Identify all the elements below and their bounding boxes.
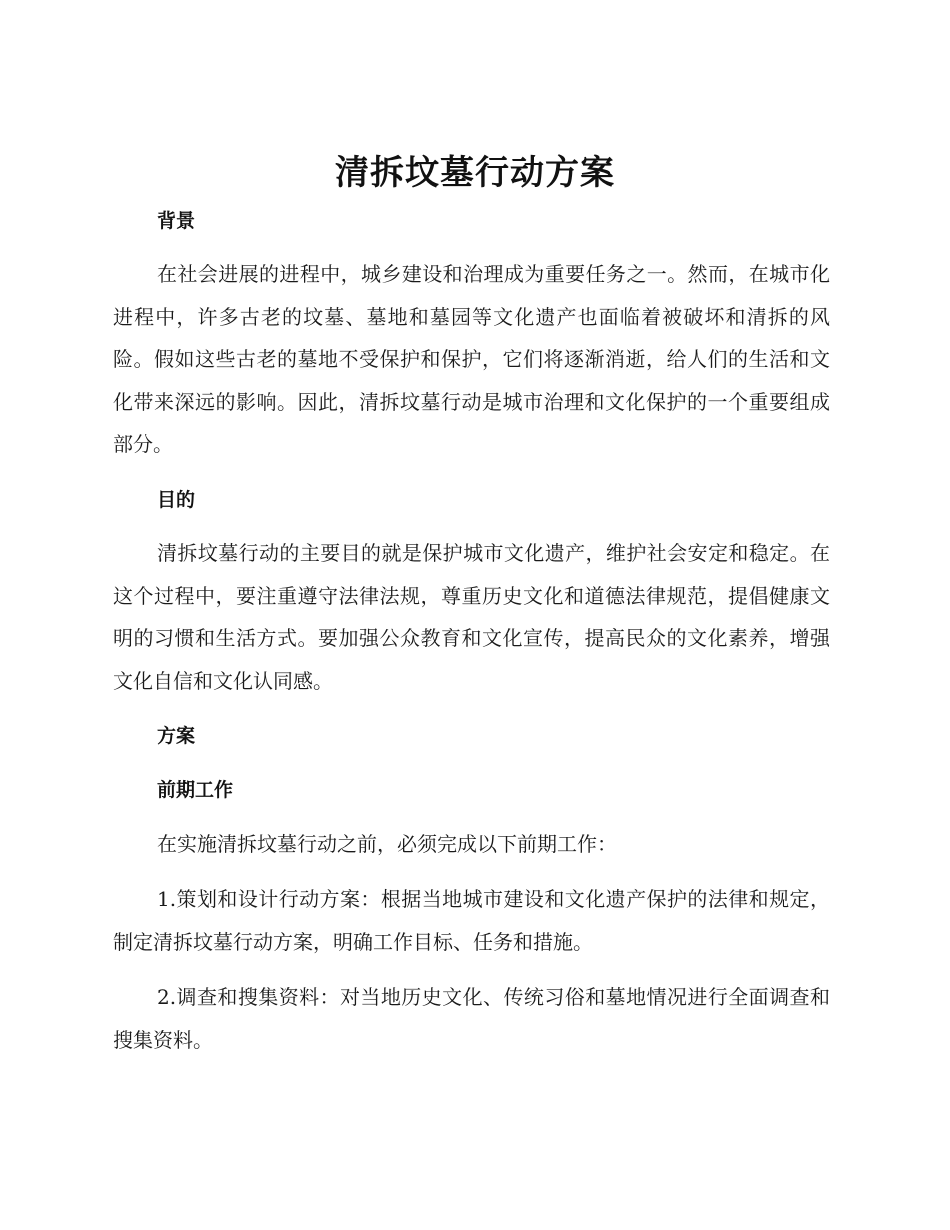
paragraph-preliminary-intro: 在实施清拆坟墓行动之前，必须完成以下前期工作： bbox=[157, 832, 617, 856]
paragraph-purpose: 清拆坟墓行动的主要目的就是保护城市文化遗产，维护社会安定和稳定。在这个过程中，要注重遵守法律法规，尊重历史文化和道德法律规范，提倡健康文明的习惯和生活方式。要加强公众教育和文化宣传，提高民众的文化素养，增强文化自信和文化认同感。 bbox=[113, 541, 830, 693]
section-heading-purpose: 目的 bbox=[157, 489, 196, 511]
list-item-2: 2.调查和搜集资料：对当地历史文化、传统习俗和墓地情况进行全面调查和搜集资料。 bbox=[113, 985, 830, 1052]
paragraph-background: 在社会进展的进程中，城乡建设和治理成为重要任务之一。然而，在城市化进程中，许多古老的坟墓、墓地和墓园等文化遗产也面临着被破坏和清拆的风险。假如这些古老的墓地不受保护和保护，它们将逐渐消逝，给人们的生活和文化带来深远的影响。因此，清拆坟墓行动是城市治理和文化保护的一个重要组成部分。 bbox=[113, 262, 830, 456]
subsection-heading-preliminary: 前期工作 bbox=[157, 779, 234, 801]
section-heading-background: 背景 bbox=[157, 210, 196, 232]
section-heading-plan: 方案 bbox=[157, 725, 196, 747]
list-item-1: 1.策划和设计行动方案：根据当地城市建设和文化遗产保护的法律和规定，制定清拆坟墓行动方案，明确工作目标、任务和措施。 bbox=[113, 887, 830, 954]
document-title: 清拆坟墓行动方案 bbox=[335, 153, 615, 193]
